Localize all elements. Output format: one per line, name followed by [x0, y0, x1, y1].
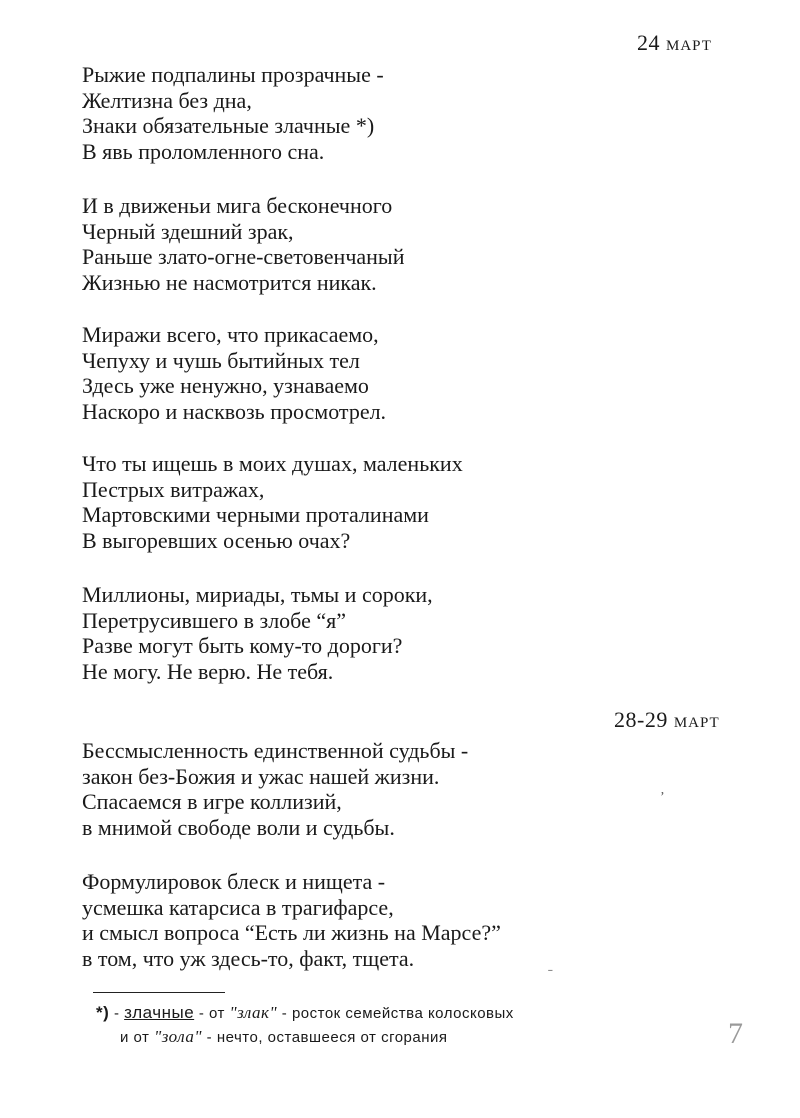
- poem-line: Черный здешний зрак,: [82, 218, 294, 244]
- poem-line: Чепуху и чушь бытийных тел: [82, 347, 360, 373]
- scan-speck: ʼ: [660, 790, 665, 805]
- stanza-4: [82, 451, 602, 553]
- footnote-definition: - нечто, оставшееся от сгорания: [202, 1029, 448, 1046]
- poem-line: Формулировок блеск и нищета -: [82, 869, 386, 894]
- poem-line: Пестрых витражах,: [82, 476, 265, 502]
- poem-line: Жизнью не насмотрится никак.: [82, 269, 377, 295]
- footnote-separator: [93, 992, 225, 993]
- poem-line: Спасаемся в игре коллизий,: [82, 789, 342, 814]
- poem-line: Не могу. Не верю. Не тебя.: [82, 658, 334, 684]
- poem-line: Миллионы, мириады, тьмы и сороки,: [82, 582, 433, 607]
- poem-line: Бессмысленность единственной судьбы -: [82, 738, 469, 763]
- poem-line: Желтизна без дна,: [82, 87, 252, 113]
- footnote-from: - от: [194, 1005, 230, 1022]
- poem-line: Наскоро и насквозь просмотрел.: [82, 398, 387, 424]
- poem-line: закон без-Божия и ужас нашей жизни.: [82, 763, 440, 789]
- date-month: МАРТ: [666, 38, 712, 54]
- poem-line: Миражи всего, что прикасаемо,: [82, 322, 379, 347]
- footnote-word: злачные: [124, 1003, 195, 1022]
- date-month: МАРТ: [673, 715, 720, 731]
- scan-speck: ˍ: [548, 958, 553, 973]
- poem-line: Что ты ищешь в моих душах, маленьких: [82, 451, 463, 476]
- footnote-line-2: [120, 1027, 448, 1047]
- poem-line: и смысл вопроса “Есть ли жизнь на Марсе?”: [82, 920, 501, 945]
- footnote-line-1: [96, 1003, 514, 1023]
- poem-line: В выгоревших осенью очах?: [82, 527, 351, 553]
- date-header-second: [614, 707, 720, 733]
- poem-line: Рыжие подпалины прозрачные -: [82, 62, 384, 87]
- footnote-term: "зола": [154, 1027, 202, 1046]
- poem-line: Здесь уже ненужно, узнаваемо: [82, 373, 369, 398]
- date-day: 24: [637, 30, 660, 55]
- footnote-term: "злак": [229, 1003, 278, 1022]
- stanza-2: [82, 193, 602, 295]
- poem-line: В явь проломленного сна.: [82, 138, 325, 164]
- poem-line: Раньше злато-огне-световенчаный: [82, 244, 405, 269]
- poem-line: И в движеньи мига бесконечного: [82, 193, 393, 218]
- poem-line: усмешка катарсиса в трагифарсе,: [82, 894, 394, 920]
- footnote-definition: - росток семейства колосковых: [277, 1005, 514, 1022]
- footnote-dash: -: [109, 1005, 125, 1022]
- poem-line: в мнимой свободе воли и судьбы.: [82, 814, 395, 840]
- poem-line: Перетрусившего в злобе “я”: [82, 607, 346, 633]
- stanza-1: [82, 62, 602, 164]
- footnote-from: и от: [120, 1029, 155, 1046]
- stanza-5: [82, 582, 602, 684]
- stanza-6: [82, 738, 602, 840]
- date-header-first: [637, 30, 712, 56]
- page-number: 7: [728, 1017, 743, 1050]
- poem-line: в том, что уж здесь-то, факт, тщета.: [82, 945, 415, 971]
- date-day: 28-29: [614, 707, 668, 732]
- poem-line: Знаки обязательные злачные *): [82, 113, 375, 138]
- poem-line: Разве могут быть кому-то дороги?: [82, 633, 403, 658]
- stanza-3: [82, 322, 602, 424]
- footnote-marker: *): [96, 1003, 110, 1022]
- stanza-7: [82, 869, 602, 971]
- poem-line: Мартовскими черными проталинами: [82, 502, 429, 527]
